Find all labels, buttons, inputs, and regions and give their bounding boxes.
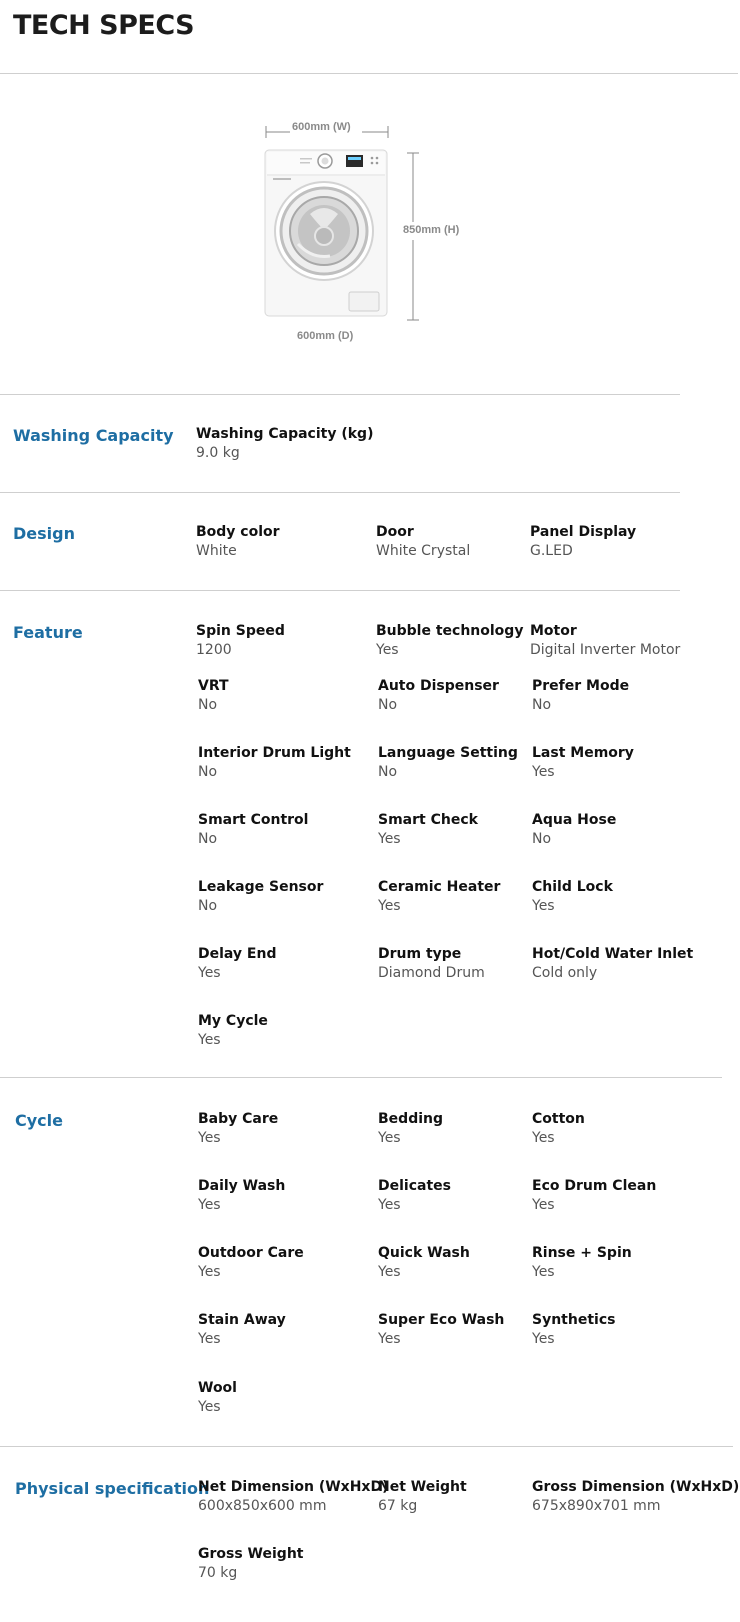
spec-aqua-hose [532,811,702,849]
spec-label: Quick Wash [378,1245,470,1261]
spec-label: Cotton [532,1111,585,1127]
spec-label: VRT [198,678,229,694]
spec-value: Yes [198,1130,221,1146]
spec-label: Outdoor Care [198,1245,304,1261]
spec-body-color [196,523,366,561]
spec-label: Delicates [378,1178,451,1194]
spec-label: Baby Care [198,1111,279,1127]
spec-label: Delay End [198,946,277,962]
spec-value: Yes [376,642,399,658]
spec-value: Yes [532,1197,555,1213]
spec-value: Digital Inverter Motor [530,642,681,658]
spec-value: No [378,697,398,713]
spec-panel-display [530,523,700,561]
spec-value: White [196,543,237,559]
spec-value: Yes [378,831,401,847]
spec-daily-wash [198,1177,368,1215]
spec-label: Bubble technology [376,623,524,639]
spec-label: Synthetics [532,1312,616,1328]
spec-value: No [198,764,218,780]
spec-value: No [198,831,218,847]
spec-label: Interior Drum Light [198,745,351,761]
spec-prefer-mode [532,677,702,715]
spec-label: Wool [198,1380,237,1396]
spec-smart-check [378,811,548,849]
spec-label: Spin Speed [196,623,285,639]
spec-door [376,523,546,561]
spec-label: Prefer Mode [532,678,630,694]
product-dimension-figure [0,74,740,394]
section-divider [0,492,680,493]
spec-value: Yes [198,1264,221,1280]
spec-label: Washing Capacity (kg) [196,426,374,442]
spec-value: No [532,697,552,713]
section-title-feature: Feature [13,623,83,642]
spec-label: Bedding [378,1111,443,1127]
spec-value: Yes [532,1130,555,1146]
spec-ceramic-heater [378,878,548,916]
washing-machine-image [0,74,740,394]
spec-value: Yes [532,1264,555,1280]
spec-stain-away [198,1311,368,1349]
spec-label: Child Lock [532,879,613,895]
spec-bedding [378,1110,548,1148]
spec-cotton [532,1110,702,1148]
spec-child-lock [532,878,702,916]
spec-value: No [198,898,218,914]
spec-label: Panel Display [530,524,637,540]
spec-auto-dispenser [378,677,548,715]
depth-dimension-label: 600mm (D) [297,330,354,342]
spec-value: Yes [378,1331,401,1347]
spec-label: My Cycle [198,1013,268,1029]
spec-value: Cold only [532,965,598,981]
spec-gross-dimension [532,1478,740,1516]
spec-label: Language Setting [378,745,518,761]
section-divider [0,590,680,591]
spec-value: Yes [378,1264,401,1280]
height-dimension-label: 850mm (H) [403,224,460,236]
spec-washing-capacity [196,425,374,463]
spec-super-eco-wash [378,1311,548,1349]
page-title: TECH SPECS [13,10,195,41]
spec-my-cycle [198,1012,368,1050]
spec-wool [198,1379,368,1417]
spec-label: Eco Drum Clean [532,1178,657,1194]
spec-value: Yes [378,898,401,914]
spec-label: Smart Check [378,812,478,828]
section-divider [0,1446,733,1447]
spec-value: Yes [198,965,221,981]
spec-value: No [198,697,218,713]
spec-spin-speed [196,622,366,660]
section-divider [0,394,680,395]
spec-label: Body color [196,524,280,540]
spec-leakage-sensor [198,878,368,916]
spec-language-setting [378,744,548,782]
spec-eco-drum-clean [532,1177,702,1215]
spec-label: Rinse + Spin [532,1245,632,1261]
spec-value: Yes [532,764,555,780]
spec-label: Door [376,524,414,540]
spec-label: Aqua Hose [532,812,617,828]
spec-value: Yes [532,898,555,914]
spec-label: Net Weight [378,1479,467,1495]
section-title-cycle: Cycle [15,1111,63,1130]
spec-label: Smart Control [198,812,309,828]
spec-net-dimension [198,1478,389,1516]
section-title-design: Design [13,524,75,543]
spec-hot-cold-water-inlet [532,945,732,983]
spec-label: Stain Away [198,1312,286,1328]
spec-value: No [378,764,398,780]
spec-value: Yes [198,1331,221,1347]
spec-vrt [198,677,368,715]
spec-baby-care [198,1110,368,1148]
spec-label: Last Memory [532,745,634,761]
spec-synthetics [532,1311,702,1349]
spec-label: Net Dimension (WxHxD) [198,1479,389,1495]
spec-value: Diamond Drum [378,965,485,981]
spec-rinse-spin [532,1244,702,1282]
section-title-physical-specification: Physical specification [15,1479,210,1498]
spec-value: 9.0 kg [196,445,240,461]
spec-label: Auto Dispenser [378,678,499,694]
spec-value: Yes [378,1197,401,1213]
spec-interior-drum-light [198,744,368,782]
width-dimension-label: 600mm (W) [292,121,351,133]
spec-label: Gross Weight [198,1546,304,1562]
spec-value: Yes [198,1197,221,1213]
spec-gross-weight [198,1545,368,1583]
spec-value: White Crystal [376,543,471,559]
spec-label: Motor [530,623,577,639]
spec-label: Hot/Cold Water Inlet [532,946,694,962]
spec-value: G.LED [530,543,573,559]
spec-value: Yes [532,1331,555,1347]
spec-delay-end [198,945,368,983]
spec-value: 675x890x701 mm [532,1498,661,1514]
spec-motor [530,622,700,660]
spec-delicates [378,1177,548,1215]
spec-value: No [532,831,552,847]
spec-smart-control [198,811,368,849]
spec-outdoor-care [198,1244,368,1282]
spec-value: 67 kg [378,1498,418,1514]
spec-label: Daily Wash [198,1178,286,1194]
spec-drum-type [378,945,548,983]
spec-quick-wash [378,1244,548,1282]
spec-label: Gross Dimension (WxHxD) [532,1479,740,1495]
spec-value: Yes [198,1399,221,1415]
spec-label: Super Eco Wash [378,1312,505,1328]
spec-value: Yes [378,1130,401,1146]
spec-value: 600x850x600 mm [198,1498,327,1514]
spec-label: Ceramic Heater [378,879,501,895]
section-title-washing-capacity: Washing Capacity [13,426,174,445]
spec-net-weight [378,1478,548,1516]
spec-bubble-technology [376,622,546,660]
spec-value: 70 kg [198,1565,238,1581]
spec-value: Yes [198,1032,221,1048]
spec-label: Drum type [378,946,462,962]
spec-label: Leakage Sensor [198,879,324,895]
spec-value: 1200 [196,642,232,658]
spec-last-memory [532,744,702,782]
section-divider [0,1077,722,1078]
